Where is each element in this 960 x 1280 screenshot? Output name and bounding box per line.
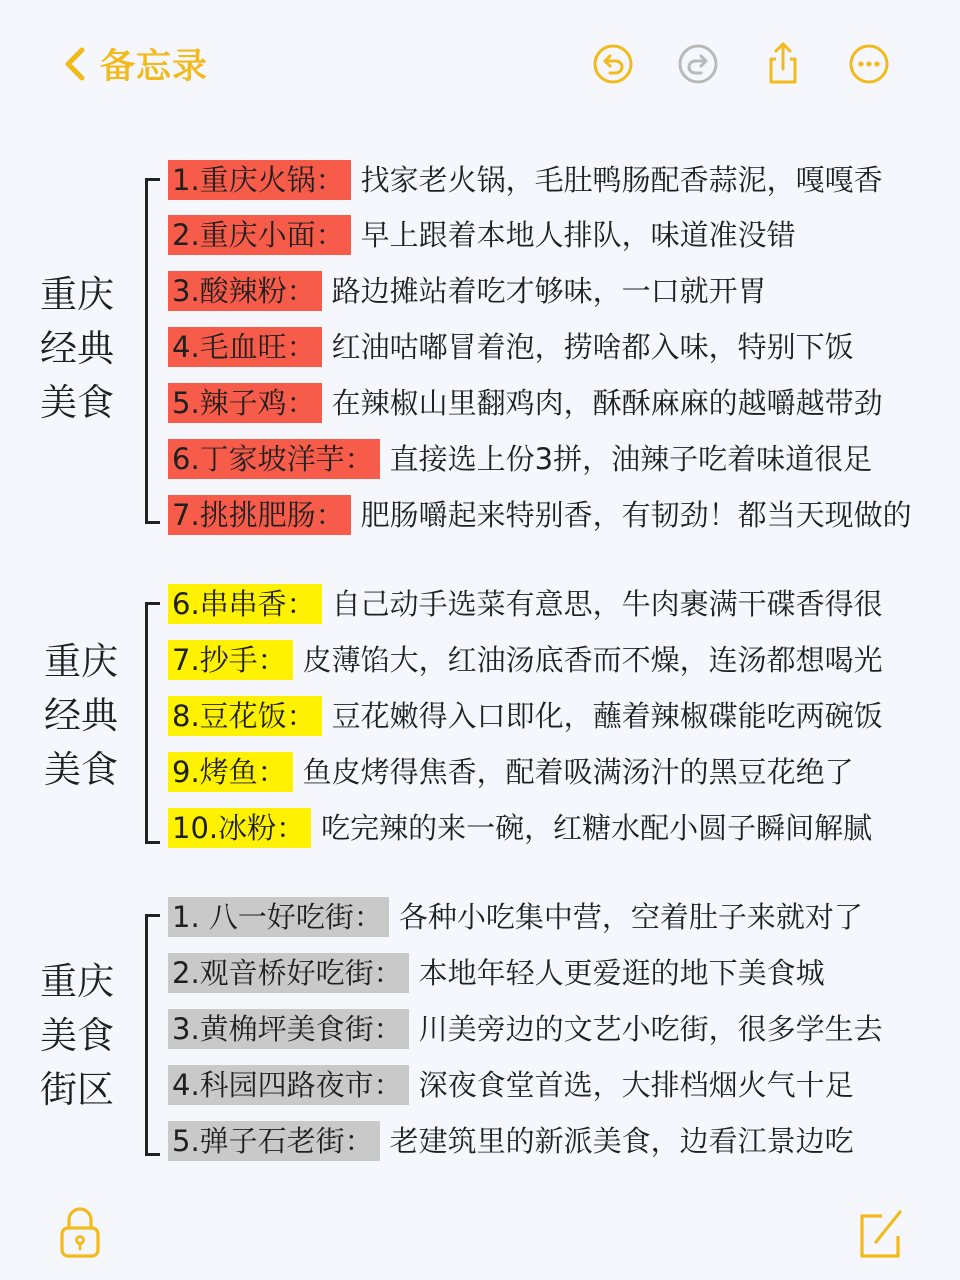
item-label: 4.毛血旺： [168,327,322,367]
item-description: 肥肠嚼起来特别香，有韧劲！都当天现做的 [360,498,912,532]
section-title-line: 重庆 [44,640,118,683]
item-label: 4.科园四路夜市： [168,1065,409,1105]
list-item[interactable] [168,953,825,993]
list-item[interactable] [168,897,863,937]
item-description: 本地年轻人更爱逛的地下美食城 [418,956,825,990]
item-description: 早上跟着本地人排队，味道准没错 [360,218,796,252]
share-button[interactable] [759,40,807,88]
item-label: 8.豆花饭： [168,696,322,736]
item-description: 直接选上份3拼，油辣子吃着味道很足 [389,442,873,476]
item-label: 1.重庆火锅： [168,160,351,200]
list-item[interactable] [168,271,767,311]
section-title [44,635,144,797]
item-description: 鱼皮烤得焦香，配着吸满汤汁的黑豆花绝了 [302,755,854,789]
item-description: 红油咕嘟冒着泡，捞啥都入味，特别下饭 [331,330,854,364]
item-description: 豆花嫩得入口即化，蘸着辣椒碟能吃两碗饭 [331,699,883,733]
item-description: 自己动手选菜有意思，牛肉裹满干碟香得很 [331,587,883,621]
list-item[interactable] [168,383,883,423]
section-title-line: 重庆 [40,273,114,316]
item-label: 7.抄手： [168,640,293,680]
section-title-line: 美食 [40,381,114,424]
item-label: 6.串串香： [168,584,322,624]
list-item[interactable] [168,439,872,479]
section-bracket [145,602,160,844]
item-label: 3.黄桷坪美食街： [168,1009,409,1049]
item-description: 找家老火锅，毛肚鸭肠配香蒜泥，嘎嘎香 [360,163,883,197]
item-label: 9.烤鱼： [168,752,293,792]
more-button[interactable] [845,40,893,88]
item-label: 10.冰粉： [168,808,311,848]
item-label: 5.弹子石老街： [168,1121,380,1161]
undo-button[interactable] [589,40,637,88]
undo-icon [589,40,637,88]
item-description: 川美旁边的文艺小吃街，很多学生去 [418,1012,883,1046]
chevron-left-icon [62,44,88,84]
section-bracket [145,178,160,524]
list-item[interactable] [168,1121,854,1161]
section-title-line: 街区 [40,1068,114,1111]
section-title-line: 美食 [40,1014,114,1057]
list-item[interactable] [168,752,854,792]
back-button[interactable] [62,36,208,92]
compose-button[interactable] [852,1202,908,1262]
redo-icon [674,40,722,88]
list-item[interactable] [168,584,883,624]
section-title [40,268,140,430]
item-label: 2.重庆小面： [168,215,351,255]
item-label: 3.酸辣粉： [168,271,322,311]
item-label: 7.挑挑肥肠： [168,495,351,535]
list-item[interactable] [168,215,796,255]
item-description: 吃完辣的来一碗，红糖水配小圆子瞬间解腻 [321,811,873,845]
share-icon [759,40,807,88]
list-item[interactable] [168,640,883,680]
more-icon [845,40,893,88]
item-label: 6.丁家坡洋芋： [168,439,380,479]
item-label: 5.辣子鸡： [168,383,322,423]
back-label: 备忘录 [100,47,209,87]
section-title-line: 经典 [44,694,118,737]
item-description: 路边摊站着吃才够味，一口就开胃 [331,274,767,308]
list-item[interactable] [168,808,872,848]
item-description: 皮薄馅大，红油汤底香而不燥，连汤都想喝光 [302,643,883,677]
list-item[interactable] [168,696,883,736]
item-label: 2.观音桥好吃街： [168,953,409,993]
item-description: 深夜食堂首选，大排档烟火气十足 [418,1068,854,1102]
list-item[interactable] [168,495,912,535]
list-item[interactable] [168,327,854,367]
section-title-line: 经典 [40,327,114,370]
compose-icon [852,1202,908,1262]
list-item[interactable] [168,160,883,200]
lock-button[interactable] [52,1202,108,1262]
section-bracket [145,914,160,1156]
section-title [40,955,140,1117]
section-title-line: 重庆 [40,960,114,1003]
section-title-line: 美食 [44,748,118,791]
list-item[interactable] [168,1065,854,1105]
lock-icon [52,1202,108,1262]
list-item[interactable] [168,1009,883,1049]
redo-button[interactable] [674,40,722,88]
top-bar [0,0,960,130]
item-description: 各种小吃集中营，空着肚子来就对了 [398,900,863,934]
item-description: 在辣椒山里翻鸡肉，酥酥麻麻的越嚼越带劲 [331,386,883,420]
item-label: 1. 八一好吃街： [168,897,389,937]
item-description: 老建筑里的新派美食，边看江景边吃 [389,1124,854,1158]
